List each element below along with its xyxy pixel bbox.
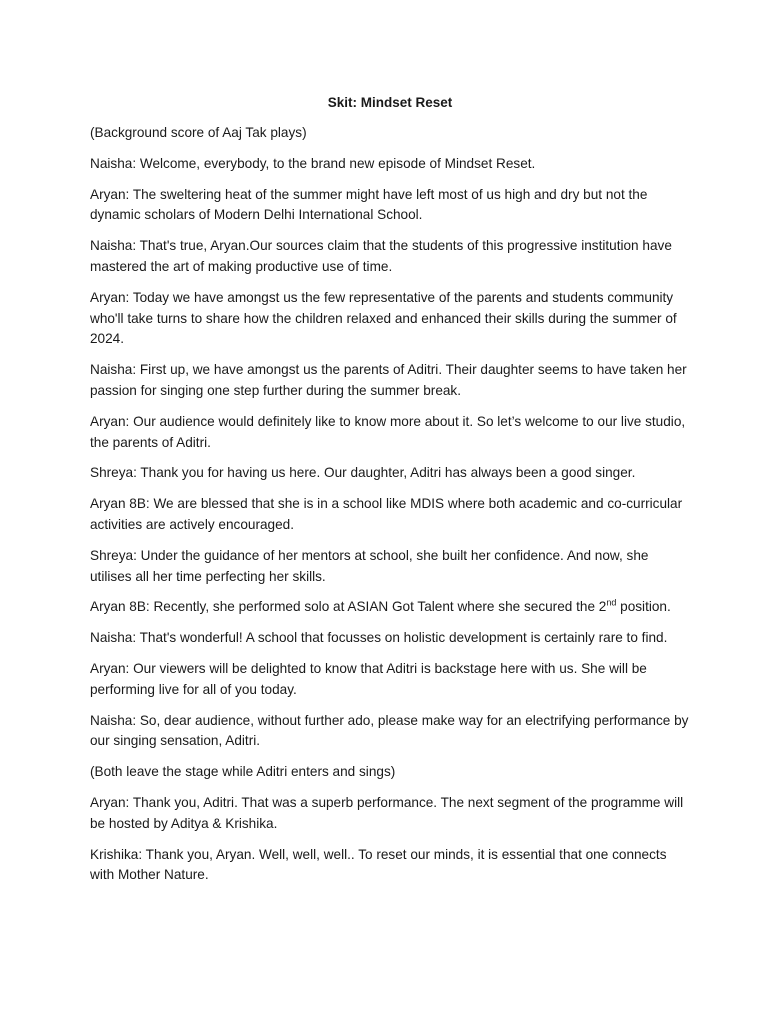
paragraph: Aryan: Thank you, Aditri. That was a superb performance. The next segment of the programme will be hosted by Aditya & Krishika. [90,794,684,831]
paragraph: Shreya: Under the guidance of her mentors at school, she built her confidence. And now, she utilises all her time perfecting her skills. [90,547,649,584]
paragraph: Krishika: Thank you, Aryan. Well, well, well.. To reset our minds, it is essential that one connects with Mother Nature. [90,846,667,883]
paragraph: Naisha: Welcome, everybody, to the brand new episode of Mindset Reset. [90,155,536,171]
paragraph-solo-performance [90,597,690,618]
paragraph: Naisha: That's true, Aryan.Our sources claim that the students of this progressive institution have mastered the art of making productive use of time. [90,238,672,274]
paragraph: Aryan: The sweltering heat of the summer might have left most of us high and dry but not the dynamic scholars of Modern Delhi International School. [90,186,648,223]
paragraph: Shreya: Thank you for having us here. Our daughter, Aditri has always been a good singer. [90,465,636,481]
paragraph: Naisha: So, dear audience, without further ado, please make way for an electrifying performance by our singing sensation, Aditri. [90,712,689,749]
paragraph: Naisha: First up, we have amongst us the parents of Aditri. Their daughter seems to have taken her passion for singing one step further during the summer break. [90,362,687,398]
ordinal-suffix: nd [606,597,617,608]
document-body [90,93,690,896]
paragraph: Aryan: Today we have amongst us the few representative of the parents and students community who'll take turns to share how the children relaxed and enhanced their skills during the summer of 2024. [90,289,677,347]
paragraph: Aryan 8B: We are blessed that she is in a school like MDIS where both academic and co-curricular activities are actively encouraged. [90,496,683,532]
paragraph: Naisha: That's wonderful! A school that focusses on holistic development is certainly rare to find. [90,630,668,646]
paragraph: (Background score of Aaj Tak plays) [90,125,307,140]
paragraph: Aryan: Our audience would definitely like to know more about it. So let’s welcome to our live studio, the parents of Aditri. [90,413,686,450]
paragraph-text: Aryan 8B: Recently, she performed solo at ASIAN Got Talent where she secured the 2 [90,599,607,615]
paragraph-text: position. [616,599,671,615]
document-title: Skit: Mindset Reset [327,95,453,110]
paragraph: (Both leave the stage while Aditri enters and sings) [90,764,396,780]
paragraph: Aryan: Our viewers will be delighted to know that Aditri is backstage here with us. She will be performing live for all of you today. [90,660,647,697]
